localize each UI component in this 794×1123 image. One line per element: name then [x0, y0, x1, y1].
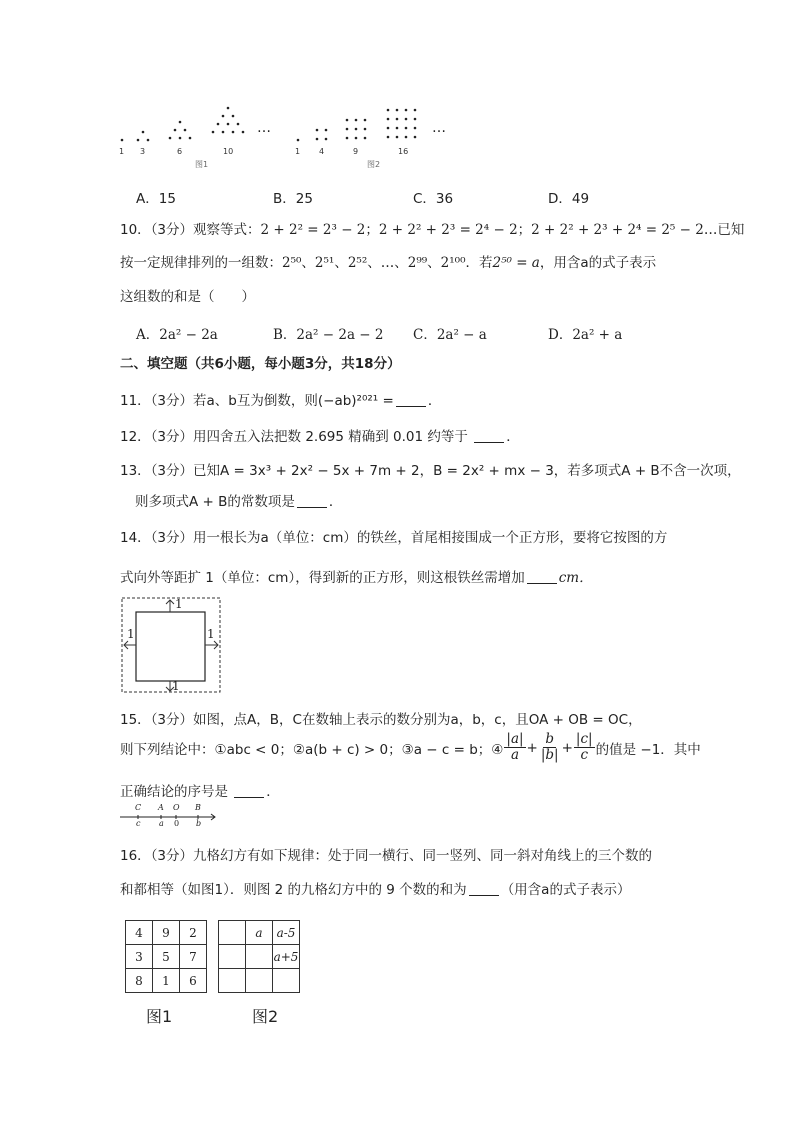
fig2-number: 4 — [319, 147, 325, 156]
grid-cell: 9 — [153, 921, 180, 945]
q9-option-c: C．36 — [413, 191, 454, 207]
figure-caption-2: 图2 — [252, 1007, 279, 1026]
q9-option-a: A．15 — [136, 191, 176, 207]
dot — [232, 115, 235, 118]
dot — [179, 121, 182, 124]
fig2-number: 16 — [398, 147, 409, 156]
grid-cell: a — [246, 921, 273, 945]
dot — [405, 109, 408, 112]
grid-cell: 4 — [126, 921, 153, 945]
dot — [387, 109, 390, 112]
fig2-ellipsis: … — [432, 120, 446, 136]
point-label: A — [158, 803, 164, 812]
offset-label-left: 1 — [127, 627, 135, 641]
fraction: $\frac{b}{|b|}$ — [540, 731, 559, 763]
q13-line1: 13．（3分）已知A = 3x³ + 2x² − 5x + 7m + 2，B = 2x² + mx − 3，若多项式A + B不含一次项， — [120, 463, 741, 479]
answer-blank — [297, 495, 327, 508]
dot — [232, 131, 235, 134]
dot — [147, 139, 150, 142]
q10-line1: 10．（3分）观察等式：2 + 2² = 2³ − 2；2 + 2² + 2³ = 2⁴ − 2；2 + 2² + 2³ + 2⁴ = 2⁵ − 2…已知 — [120, 222, 745, 238]
dot — [297, 139, 300, 142]
dot — [405, 136, 408, 139]
dot-pattern-figures — [110, 100, 470, 170]
offset-label-right: 1 — [207, 627, 215, 641]
dot — [346, 128, 349, 131]
square-diagram — [120, 597, 222, 694]
dot — [174, 129, 177, 132]
dot — [414, 109, 417, 112]
fig1-ellipsis: … — [257, 120, 271, 136]
value-label: c — [136, 819, 141, 828]
q10-option-b: B．2a² − 2a − 2 — [273, 327, 384, 343]
fig2-caption: 图2 — [367, 160, 381, 169]
dot — [414, 118, 417, 121]
dot — [212, 131, 215, 134]
grid-cell — [246, 969, 273, 993]
dot — [355, 128, 358, 131]
fraction: $\frac{|c|}{c}$ — [575, 731, 593, 763]
dot — [405, 127, 408, 130]
fig1-number: 6 — [177, 147, 183, 156]
answer-blank — [234, 785, 264, 798]
fraction: $\frac{|a|}{a}$ — [506, 731, 524, 763]
dot — [179, 137, 182, 140]
offset-label-bottom: 1 — [172, 679, 180, 693]
dot — [217, 123, 220, 126]
dot — [364, 128, 367, 131]
grid-cell — [273, 969, 300, 993]
fig1-number: 3 — [140, 147, 146, 156]
dot — [227, 123, 230, 126]
grid-cell — [219, 921, 246, 945]
magic-square-2 — [218, 920, 300, 993]
value-label: 0 — [174, 819, 180, 828]
section-title: 二、填空题（共6小题，每小题3分，共18分） — [120, 356, 401, 372]
grid-cell — [219, 945, 246, 969]
point-label: O — [173, 803, 180, 812]
answer-blank — [469, 883, 499, 896]
dot — [346, 137, 349, 140]
answer-blank — [396, 394, 426, 407]
grid-cell: 3 — [126, 945, 153, 969]
figure-caption-1: 图1 — [146, 1007, 173, 1026]
q10-line2: 按一定规律排列的一组数：2⁵⁰、2⁵¹、2⁵²、…、2⁹⁹、2¹⁰⁰．若2⁵⁰ = a，用含a的式子表示 — [120, 255, 657, 271]
dot — [142, 131, 145, 134]
dot — [387, 127, 390, 130]
q13-line2: 则多项式A + B的常数项是 ． — [135, 494, 343, 510]
dot — [396, 136, 399, 139]
q14-line2: 式向外等距扩 1（单位：cm），得到新的正方形，则这根铁丝需增加 cm． — [120, 570, 593, 586]
dot — [316, 138, 319, 141]
q15-line2: 则下列结论中：①abc < 0；②a(b + c) > 0；③a − c = b；④ $\frac{|a|}{a}$ + $\frac{b}{|b|}$ + $\frac{|c|}{c}$ 的值是 −1．其中 — [120, 731, 701, 763]
q11: 11．（3分）若a、b互为倒数，则(−ab)²⁰²¹ = ． — [120, 393, 442, 409]
grid-cell — [219, 969, 246, 993]
dot — [414, 127, 417, 130]
dot — [242, 131, 245, 134]
dot — [346, 119, 349, 122]
fig2-number: 9 — [353, 147, 359, 156]
dot — [396, 109, 399, 112]
dot — [325, 129, 328, 132]
q9-option-d: D．49 — [548, 191, 590, 207]
dot — [387, 118, 390, 121]
point-label: C — [135, 803, 142, 812]
q15-line3: 正确结论的序号是 ． — [120, 784, 280, 800]
grid-cell: 5 — [153, 945, 180, 969]
dot — [405, 118, 408, 121]
q15-line1: 15．（3分）如图，点A，B，C在数轴上表示的数分别为a，b，c，且OA + OB = OC， — [120, 712, 642, 728]
q9-figure — [110, 100, 470, 170]
dot — [355, 137, 358, 140]
point-label: B — [195, 803, 201, 812]
dot — [325, 138, 328, 141]
grid-cell: a+5 — [273, 945, 300, 969]
dot — [222, 115, 225, 118]
fig1-caption: 图1 — [195, 160, 209, 169]
dot — [121, 139, 124, 142]
dot — [227, 107, 230, 110]
q10-option-d: D．2a² + a — [548, 327, 623, 343]
dot — [387, 136, 390, 139]
fig1-number: 1 — [119, 147, 125, 156]
value-label: b — [196, 819, 202, 828]
fig2-number: 1 — [295, 147, 301, 156]
dot — [184, 129, 187, 132]
dot — [396, 118, 399, 121]
dot — [364, 137, 367, 140]
offset-label-top: 1 — [175, 597, 183, 611]
grid-cell: 7 — [180, 945, 207, 969]
value-label: a — [159, 819, 164, 828]
dot — [189, 137, 192, 140]
dot — [169, 137, 172, 140]
q9-option-b: B．25 — [273, 191, 313, 207]
number-line — [120, 803, 220, 832]
q16-line1: 16．（3分）九格幻方有如下规律：处于同一横行、同一竖列、同一斜对角线上的三个数的 — [120, 848, 653, 864]
grid-cell: 6 — [180, 969, 207, 993]
q12: 12．（3分）用四舍五入法把数 2.695 精确到 0.01 约等于 ． — [120, 429, 520, 445]
grid-cell: 1 — [153, 969, 180, 993]
q14-line1: 14．（3分）用一根长为a（单位：cm）的铁丝，首尾相接围成一个正方形，要将它按图的方 — [120, 530, 668, 546]
dot — [316, 129, 319, 132]
dot — [237, 123, 240, 126]
grid-cell — [246, 945, 273, 969]
dot — [137, 139, 140, 142]
q14-square-figure — [120, 597, 222, 694]
grid-cell: 2 — [180, 921, 207, 945]
magic-square-1 — [125, 920, 207, 993]
dot — [355, 119, 358, 122]
answer-blank — [474, 430, 504, 443]
dot — [414, 136, 417, 139]
answer-blank — [527, 571, 557, 584]
grid-cell: 8 — [126, 969, 153, 993]
fig1-number: 10 — [223, 147, 234, 156]
dot — [396, 127, 399, 130]
q16-line2: 和都相等（如图1）．则图 2 的九格幻方中的 9 个数的和为 （用含a的式子表示） — [120, 882, 631, 898]
grid-cell: a-5 — [273, 921, 300, 945]
dot — [364, 119, 367, 122]
q10-option-a: A．2a² − 2a — [136, 327, 218, 343]
q10-line3: 这组数的和是（ ） — [120, 289, 255, 305]
q10-option-c: C．2a² − a — [413, 327, 487, 343]
dot — [222, 131, 225, 134]
